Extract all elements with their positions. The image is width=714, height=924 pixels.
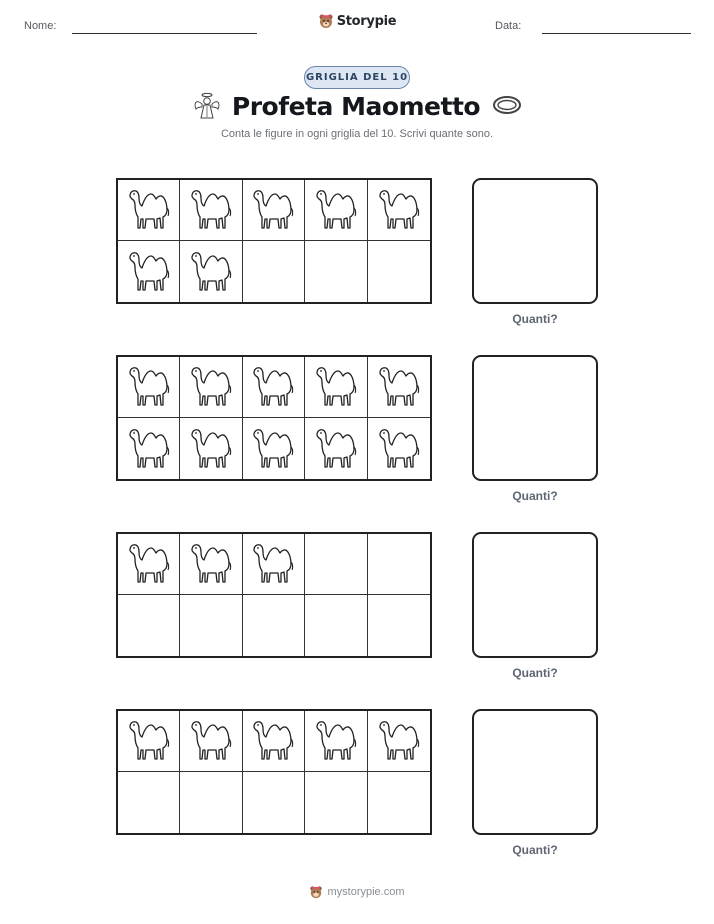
title-text: Profeta Maometto (231, 92, 481, 121)
footer (0, 885, 714, 899)
ten-frame-cell (118, 772, 180, 833)
camel-icon (189, 361, 233, 413)
camel-icon (189, 423, 233, 475)
camel-icon (189, 715, 233, 767)
camel-icon (251, 184, 295, 236)
answer-label-3: Quanti? (512, 666, 558, 680)
ten-frame-cell (243, 772, 305, 833)
camel-icon (189, 184, 233, 236)
camel-icon (189, 538, 233, 590)
ten-frame-cell (305, 534, 367, 595)
answer-box-4[interactable] (472, 709, 598, 835)
camel-icon (127, 246, 171, 298)
camel-icon (189, 246, 233, 298)
answer-box-1[interactable] (472, 178, 598, 304)
answer-label-4: Quanti? (512, 843, 558, 857)
ten-frame-cell (243, 241, 305, 302)
ten-frame-cell (118, 534, 180, 595)
ten-frame-cell (118, 711, 180, 772)
ten-frame-cell (305, 241, 367, 302)
ten-frame-cell (180, 772, 242, 833)
ten-frame-cell (305, 711, 367, 772)
answer-box-2[interactable] (472, 355, 598, 481)
ten-frame-cell (180, 418, 242, 479)
ten-frame-cell (368, 711, 430, 772)
ten-frame-cell (243, 595, 305, 656)
ring-icon (492, 93, 522, 117)
ten-frame-cell (368, 357, 430, 418)
camel-icon (314, 423, 358, 475)
ten-frame-cell (180, 595, 242, 656)
camel-icon (377, 715, 421, 767)
ten-frame-cell (243, 711, 305, 772)
footer-url: mystorypie.com (327, 886, 405, 898)
ten-frame-cell (368, 534, 430, 595)
answer-label-1: Quanti? (512, 312, 558, 326)
name-field[interactable] (72, 33, 257, 34)
camel-icon (251, 715, 295, 767)
ten-frame-cell (180, 711, 242, 772)
ten-frame-cell (118, 180, 180, 241)
camel-icon (251, 423, 295, 475)
bear-mascot-icon (318, 13, 334, 29)
ten-frame-cell (243, 418, 305, 479)
camel-icon (127, 184, 171, 236)
name-label: Nome: (24, 20, 57, 32)
camel-icon (127, 361, 171, 413)
camel-icon (377, 423, 421, 475)
camel-icon (251, 361, 295, 413)
ten-frame-cell (368, 772, 430, 833)
camel-icon (127, 538, 171, 590)
ten-frame-cell (243, 534, 305, 595)
answer-box-3[interactable] (472, 532, 598, 658)
instructions: Conta le figure in ogni griglia del 10. Scrivi quante sono. (220, 128, 494, 140)
ten-frame-cell (305, 180, 367, 241)
ten-frame-cell (305, 772, 367, 833)
answer-label-2: Quanti? (512, 489, 558, 503)
ten-frame-cell (368, 241, 430, 302)
ten-frame-cell (180, 534, 242, 595)
ten-frame-1 (116, 178, 432, 304)
ten-frame-cell (118, 241, 180, 302)
ten-frame-cell (118, 357, 180, 418)
ten-frame-cell (305, 357, 367, 418)
camel-icon (127, 715, 171, 767)
angel-icon (192, 90, 222, 120)
page-title (0, 90, 714, 121)
date-label: Data: (495, 20, 522, 32)
ten-frame-4 (116, 709, 432, 835)
ten-frame-cell (243, 357, 305, 418)
camel-icon (251, 538, 295, 590)
brand-logo (0, 13, 714, 29)
ten-frame-cell (243, 180, 305, 241)
worksheet-type-badge: GRIGLIA DEL 10 (304, 66, 410, 89)
ten-frame-cell (368, 595, 430, 656)
camel-icon (377, 184, 421, 236)
ten-frame-cell (305, 595, 367, 656)
ten-frame-3 (116, 532, 432, 658)
camel-icon (377, 361, 421, 413)
camel-icon (314, 184, 358, 236)
brand-name: Storypie (336, 13, 397, 29)
ten-frame-cell (118, 595, 180, 656)
ten-frame-cell (368, 180, 430, 241)
camel-icon (314, 361, 358, 413)
ten-frame-2 (116, 355, 432, 481)
ten-frame-cell (305, 418, 367, 479)
ten-frame-cell (180, 241, 242, 302)
ten-frame-cell (180, 357, 242, 418)
camel-icon (314, 715, 358, 767)
camel-icon (127, 423, 171, 475)
ten-frame-cell (368, 418, 430, 479)
ten-frame-cell (180, 180, 242, 241)
bear-mascot-icon (309, 885, 323, 899)
ten-frame-cell (118, 418, 180, 479)
date-field[interactable] (542, 33, 691, 34)
